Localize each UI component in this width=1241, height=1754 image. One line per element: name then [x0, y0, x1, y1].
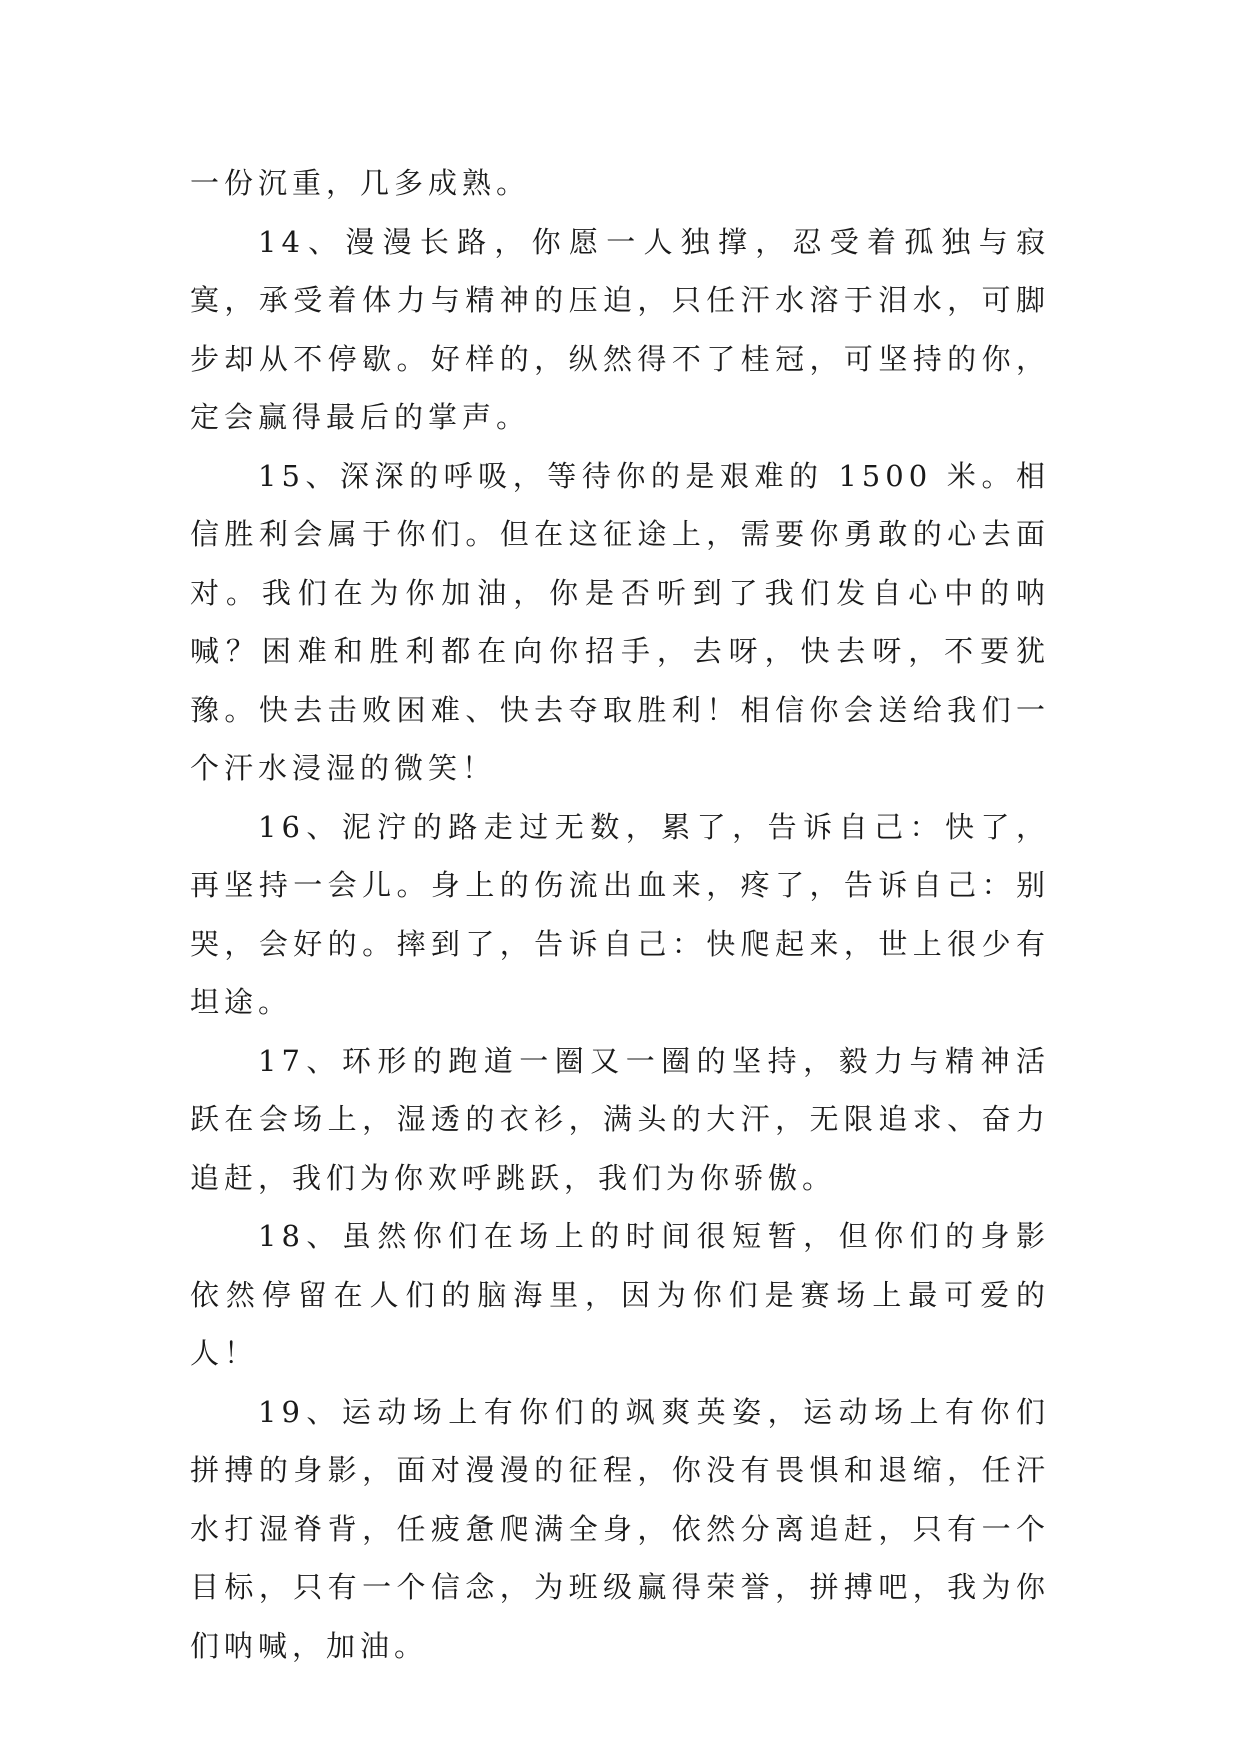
document-body — [190, 154, 1050, 1675]
paragraph-17: 17、环形的跑道一圈又一圈的坚持，毅力与精神活跃在会场上，湿透的衣衫，满头的大汗，无限追求、奋力追赶，我们为你欢呼跳跃，我们为你骄傲。 — [190, 1043, 1050, 1195]
paragraph-15: 15、深深的呼吸，等待你的是艰难的 1500 米。相信胜利会属于你们。但在这征途上，需要你勇敢的心去面对。我们在为你加油，你是否听到了我们发自心中的呐喊？困难和胜利都在向你招手，去呀，快去呀，不要犹豫。快去击败困难、快去夺取胜利！相信你会送给我们一个汗水浸湿的微笑！ — [190, 458, 1050, 785]
paragraph-18: 18、虽然你们在场上的时间很短暂，但你们的身影依然停留在人们的脑海里，因为你们是赛场上最可爱的人！ — [190, 1219, 1050, 1370]
paragraph-19: 19、运动场上有你们的飒爽英姿，运动场上有你们拼搏的身影，面对漫漫的征程，你没有畏惧和退缩，任汗水打湿脊背，任疲惫爬满全身，依然分离追赶，只有一个目标，只有一个信念，为班级赢得荣誉，拼搏吧，我为你们呐喊，加油。 — [190, 1394, 1050, 1663]
paragraph-continuation: 一份沉重，几多成熟。 — [190, 166, 531, 200]
paragraph-16: 16、泥泞的路走过无数，累了，告诉自己：快了，再坚持一会儿。身上的伤流出血来，疼了，告诉自己：别哭，会好的。摔到了，告诉自己：快爬起来，世上很少有坦途。 — [190, 809, 1050, 1019]
paragraph-14: 14、漫漫长路，你愿一人独撑，忍受着孤独与寂寞，承受着体力与精神的压迫，只任汗水溶于泪水，可脚步却从不停歇。好样的，纵然得不了桂冠，可坚持的你，定会赢得最后的掌声。 — [190, 224, 1050, 434]
